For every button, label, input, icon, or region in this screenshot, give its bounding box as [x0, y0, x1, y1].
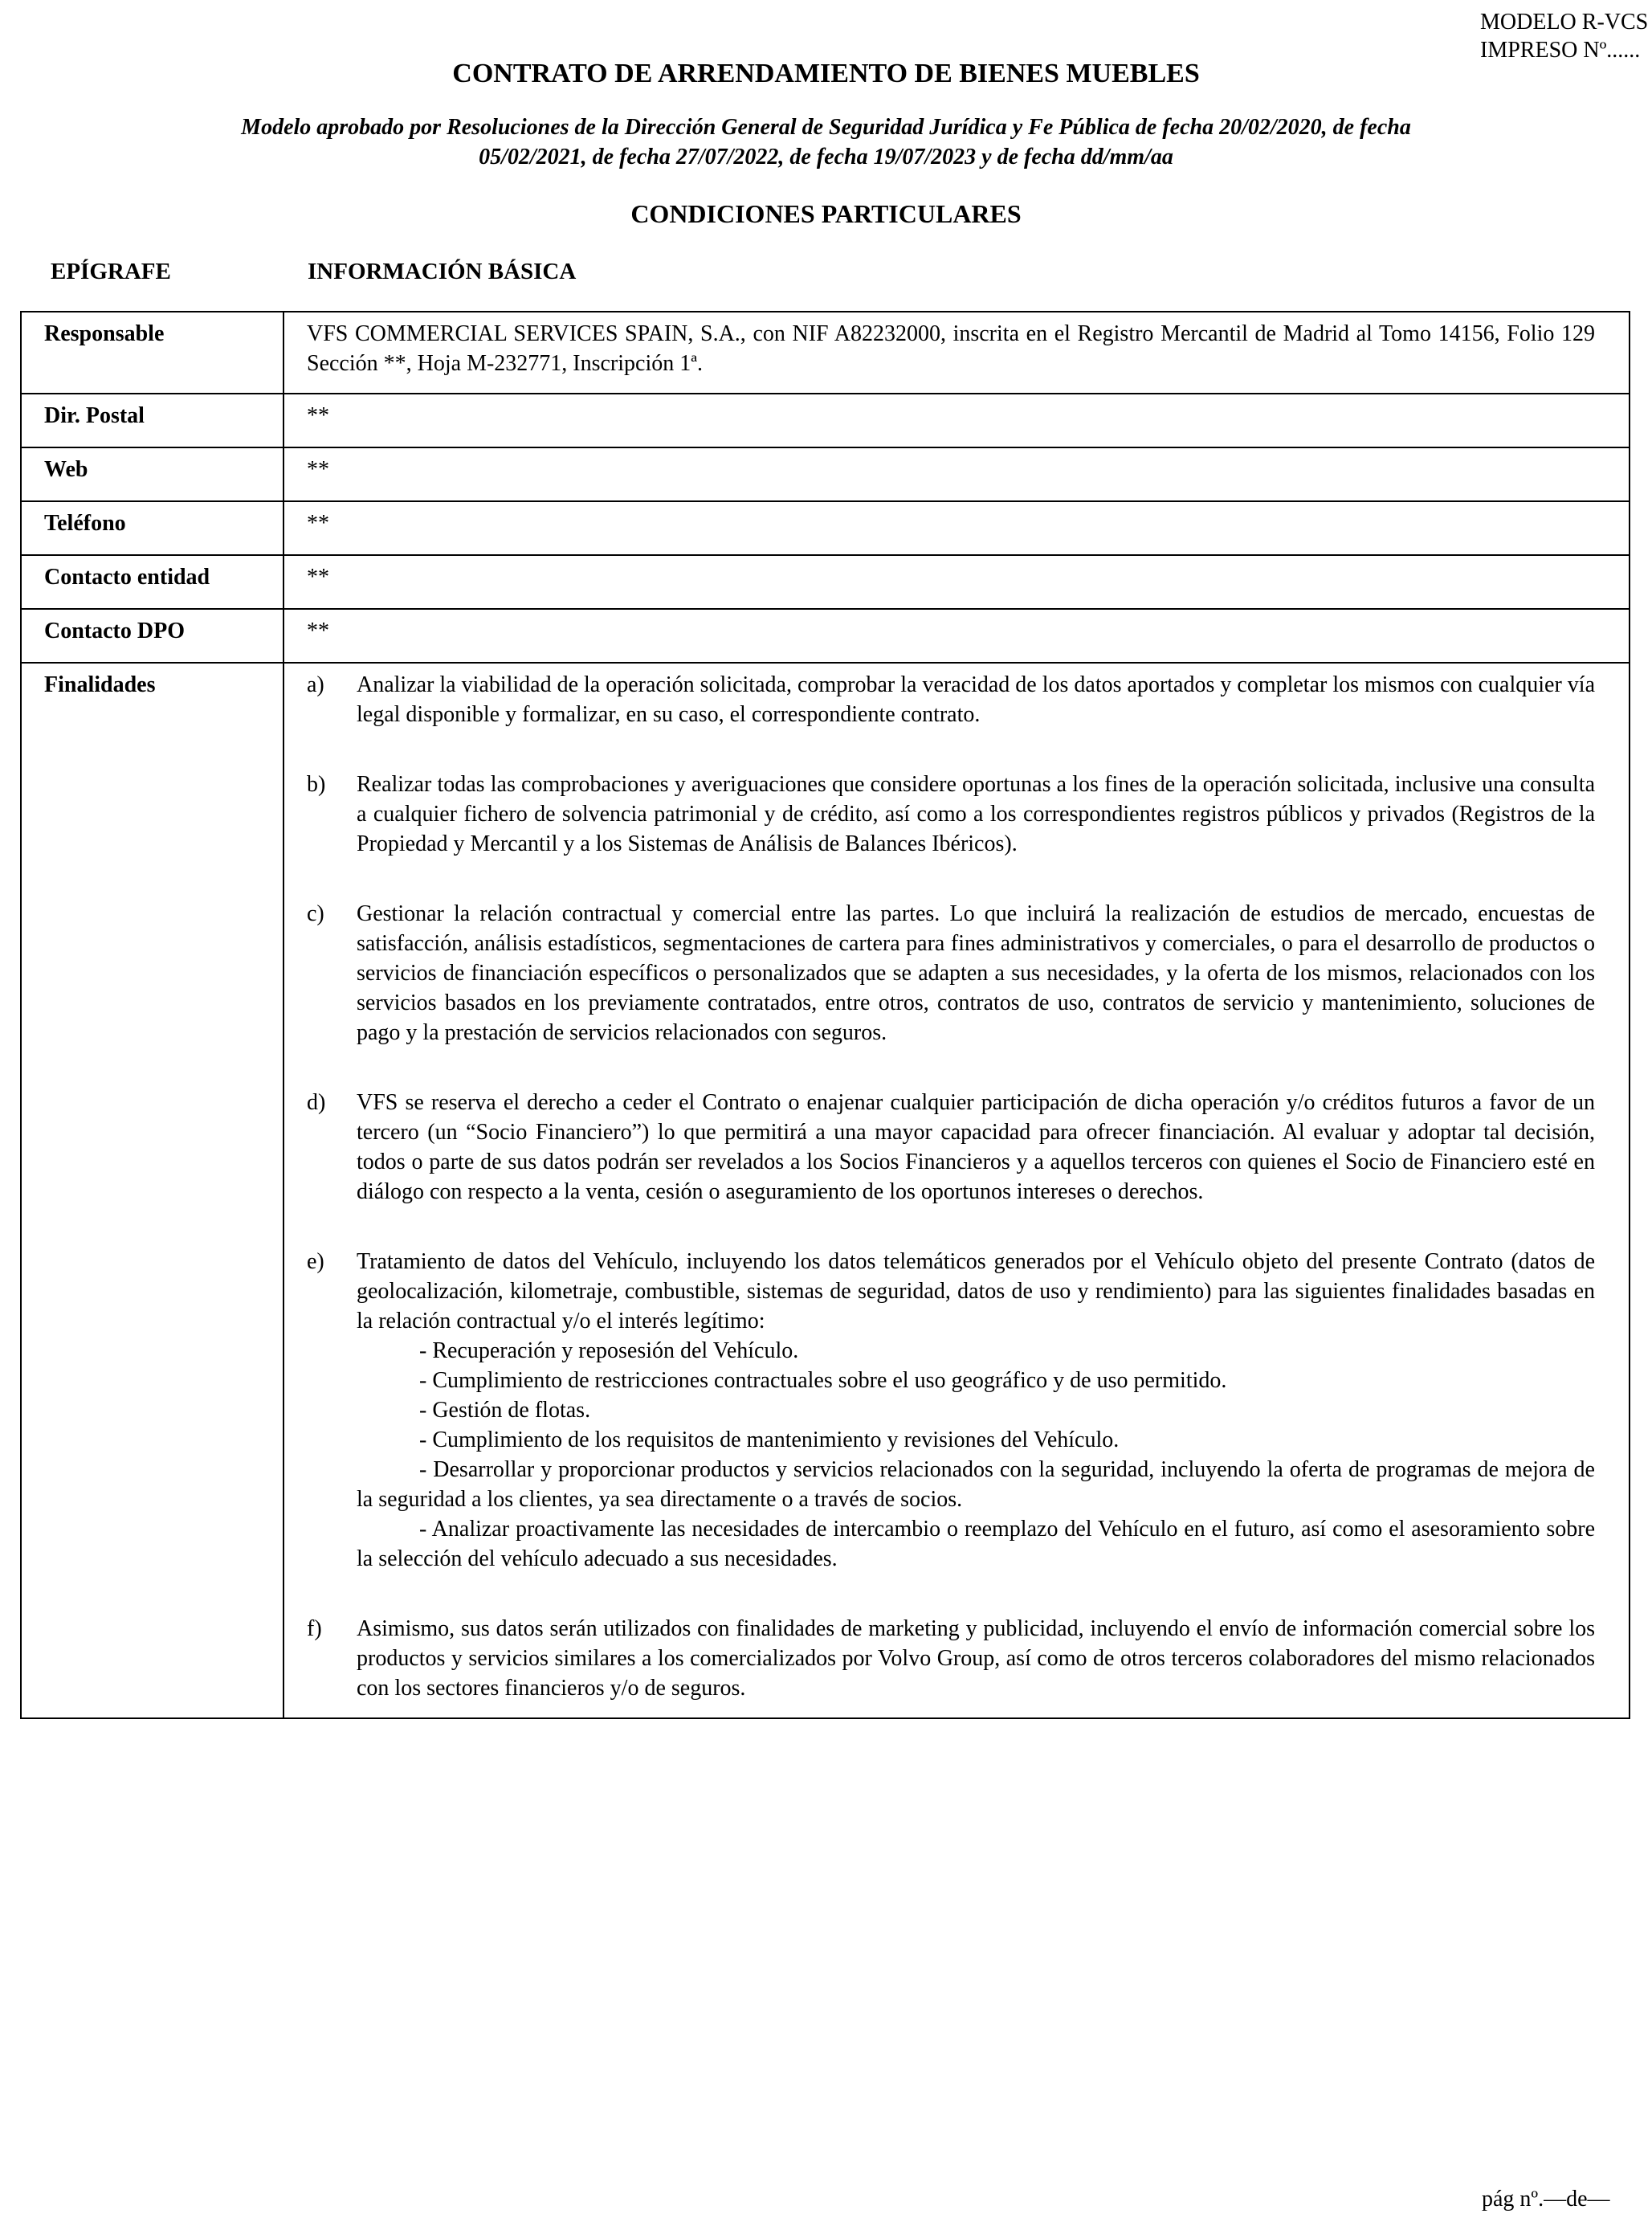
subtitle-line-2: 05/02/2021, de fecha 27/07/2022, de fecha 19/07/2023 y de fecha dd/mm/aa [479, 145, 1173, 169]
item-text: Realizar todas las comprobaciones y averiguaciones que considere oportunas a los fines de la operación solicitada, inclusive una consulta a cualquier fichero de solvencia patrimonial y de crédito, así como a los correspondientes registros públicos y privados (Registros de la Propiedad y Mercantil y a los Sistemas de Análisis de Balances Ibéricos). [357, 772, 1595, 856]
table-row-finalidades [21, 663, 1630, 1718]
document-subtitle [0, 112, 1652, 172]
column-headers [0, 259, 1652, 291]
row-value: ** [283, 394, 1630, 447]
item-marker: e) [307, 1249, 324, 1274]
finalidad-item-c [307, 899, 1595, 1048]
bullet-item: - Cumplimiento de los requisitos de mantenimiento y revisiones del Vehículo. [419, 1427, 1120, 1452]
modelo-label: MODELO R-VCS [1480, 10, 1649, 35]
item-marker: a) [307, 672, 324, 697]
row-label: Finalidades [21, 663, 283, 1718]
row-label: Responsable [21, 312, 283, 394]
item-text: Asimismo, sus datos serán utilizados con finalidades de marketing y publicidad, incluyendo el envío de información comercial sobre los productos y servicios similares a los comercializados por Volvo Group, así como de otros terceros colaboradores del mismo relacionados con los sectores financieros y/o de seguros. [357, 1616, 1595, 1701]
row-value: ** [283, 555, 1630, 609]
item-marker: c) [307, 901, 324, 926]
item-text: Tratamiento de datos del Vehículo, incluyendo los datos telemáticos generados por el Vehículo objeto del presente Contrato (datos de geolocalización, kilometraje, combustible, sistemas de seguridad, datos de uso y rendimiento) para las siguientes finalidades basadas en la relación contractual y/o el interés legítimo: [357, 1249, 1595, 1334]
finalidad-item-f [307, 1614, 1595, 1703]
bullet-item: - Gestión de flotas. [419, 1398, 591, 1423]
subtitle-line-1: Modelo aprobado por Resoluciones de la Dirección General de Seguridad Jurídica y Fe Pública de fecha 20/02/2020, de fecha [241, 115, 1411, 140]
item-text: Gestionar la relación contractual y comercial entre las partes. Lo que incluirá la realización de estudios de mercado, encuestas de satisfacción, análisis estadísticos, segmentaciones de cartera para fines administrativos y comerciales, o para el desarrollo de productos o servicios de financiación específicos o personalizados que se adapten a sus necesidades, y la oferta de los mismos, relacionados con los servicios basados en los previamente contratados, entre otros, contratos de uso, contratos de servicio y mantenimiento, soluciones de pago y la prestación de servicios relacionados con seguros. [357, 901, 1595, 1045]
item-marker: d) [307, 1090, 326, 1115]
row-value: ** [283, 501, 1630, 555]
item-text: VFS se reserva el derecho a ceder el Contrato o enajenar cualquier participación de dicha operación y/o créditos futuros a favor de un tercero (un “Socio Financiero”) lo que permitirá a una mayor capacidad para ofrecer financiación. Al evaluar y adoptar tal decisión, todos o parte de sus datos podrán ser revelados a los Socios Financieros y a aquellos terceros con quienes el Socio de Financiero esté en diálogo con respecto a la venta, cesión o aseguramiento de los oportunos intereses o derechos. [357, 1090, 1595, 1204]
row-value: VFS COMMERCIAL SERVICES SPAIN, S.A., con NIF A82232000, inscrita en el Registro Mercantil de Madrid al Tomo 14156, Folio 129 Sección **, Hoja M-232771, Inscripción 1ª. [283, 312, 1630, 394]
table-row-responsable [21, 312, 1630, 394]
table-row-web [21, 447, 1630, 501]
column-header-informacion-basica: INFORMACIÓN BÁSICA [308, 259, 577, 284]
item-text: Analizar la viabilidad de la operación solicitada, comprobar la veracidad de los datos aportados y completar los mismos con cualquier vía legal disponible y formalizar, en su caso, el correspondiente contrato. [357, 672, 1595, 727]
document-title: CONTRATO DE ARRENDAMIENTO DE BIENES MUEBLES [452, 59, 1200, 88]
bullet-item: - Recuperación y reposesión del Vehículo. [419, 1338, 799, 1363]
finalidades-content [283, 663, 1630, 1718]
row-label: Web [21, 447, 283, 501]
bullet-item: - Desarrollar y proporcionar productos y servicios relacionados con la seguridad, incluyendo la oferta de programas de mejora de la seguridad a los clientes, ya sea directamente o a través de socios. [357, 1457, 1595, 1512]
finalidad-item-d [307, 1088, 1595, 1207]
finalidad-item-e [307, 1247, 1595, 1574]
row-label: Dir. Postal [21, 394, 283, 447]
section-title: CONDICIONES PARTICULARES [630, 199, 1022, 228]
finalidad-item-a [307, 670, 1595, 729]
row-value: ** [283, 609, 1630, 663]
item-body [357, 1247, 1595, 1574]
impreso-label: IMPRESO Nº...... [1480, 38, 1641, 63]
form-header-corner [1480, 8, 1648, 64]
row-value: ** [283, 447, 1630, 501]
table-row-dir-postal [21, 394, 1630, 447]
column-header-epigrafe: EPÍGRAFE [51, 259, 171, 284]
table-row-telefono [21, 501, 1630, 555]
bullet-item: - Analizar proactivamente las necesidades de intercambio o reemplazo del Vehículo en el futuro, así como el asesoramiento sobre la selección del vehículo adecuado a sus necesidades. [357, 1517, 1595, 1571]
finalidad-item-b [307, 770, 1595, 859]
info-table [20, 311, 1630, 1719]
page-number: pág nº.—de— [1482, 2187, 1610, 2212]
row-label: Teléfono [21, 501, 283, 555]
table-row-contacto-dpo [21, 609, 1630, 663]
table-row-contacto-entidad [21, 555, 1630, 609]
row-label: Contacto entidad [21, 555, 283, 609]
item-marker: f) [307, 1616, 322, 1641]
bullet-item: - Cumplimiento de restricciones contractuales sobre el uso geográfico y de uso permitido. [419, 1368, 1227, 1393]
item-marker: b) [307, 772, 326, 797]
row-label: Contacto DPO [21, 609, 283, 663]
